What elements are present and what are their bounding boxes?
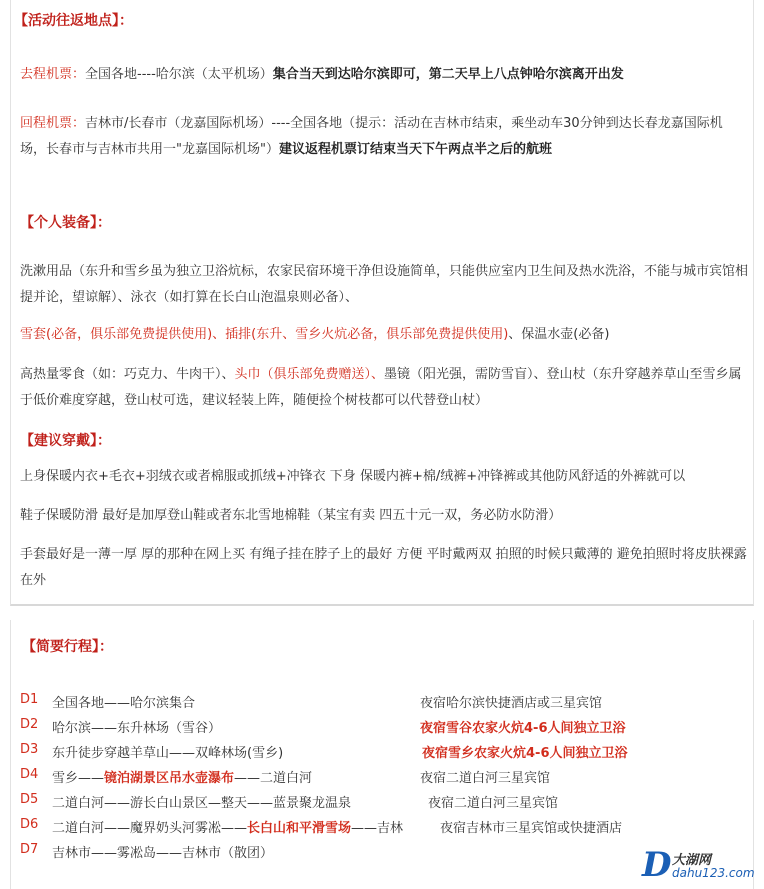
clothing-paragraph-2: 鞋子保暖防滑 最好是加厚登山鞋或者东北雪地棉鞋（某宝有卖 四五十元一双，务必防水防滑） [20,508,562,523]
itinerary-day-label: D5 [20,792,39,807]
itinerary-route-end: ——吉林 [351,821,404,836]
itinerary-route [52,792,351,811]
outbound-flight [20,62,748,88]
itinerary-hotel: 夜宿二道白河三星宾馆 [428,796,559,811]
itinerary-route-start: 东升徒步穿越羊草山——双峰林场(雪乡) [52,746,284,761]
itinerary-route [52,717,221,736]
heading-activity-location: 【活动往返地点】： [14,13,133,29]
logo-letter: D [642,845,672,885]
itinerary-route-highlight: 镜泊湖景区吊水壶瀑布 [104,771,235,786]
itinerary-day-label: D4 [20,767,39,782]
logo-site-name: 大湖网 [672,853,712,868]
itinerary-route [52,692,195,711]
itinerary-row [20,717,750,739]
outbound-label: 去程机票： [20,67,86,82]
gear-paragraph-2 [20,322,748,348]
itinerary-route-start: 吉林市——雾凇岛——吉林市（散团） [52,846,274,861]
logo-url: dahu123.com [672,866,755,880]
outbound-bold: 集合当天到达哈尔滨即可，第二天早上八点钟哈尔滨离开出发 [272,67,624,82]
gear-snacks: 高热量零食（如：巧克力、牛肉干）、 [20,367,235,382]
itinerary-route-start: 二道白河——游长白山景区—整天——蓝景聚龙温泉 [52,796,352,811]
itinerary-hotel: 夜宿哈尔滨快捷酒店或三星宾馆 [420,696,603,711]
itinerary-day-label: D1 [20,692,39,707]
gear-paragraph-3 [20,362,748,414]
return-text: 吉林市/长春市（龙嘉国际机场）----全国各地（提示：活动在吉林市结束，乘坐动车30分钟到达长春龙嘉国际机场，长春市与吉林市共用一"龙嘉国际机场"） [20,116,723,157]
itinerary-route-highlight: 长白山和平滑雪场 [247,821,352,836]
itinerary-day-label: D7 [20,842,39,857]
itinerary-route-start: 雪乡—— [52,771,105,786]
itinerary-day-label: D3 [20,742,39,757]
gear-headscarf: 头巾（俱乐部免费赠送）、 [234,367,385,382]
itinerary-hotel: 夜宿二道白河三星宾馆 [420,771,551,786]
itinerary-hotel: 夜宿雪谷农家火炕4-6人间独立卫浴 [420,721,626,736]
heading-itinerary: 【简要行程】： [22,639,113,655]
outbound-text: 全国各地----哈尔滨（太平机场） [85,67,273,82]
heading-clothing: 【建议穿戴】： [20,433,111,449]
itinerary-row [20,742,750,764]
itinerary-day-label: D2 [20,717,39,732]
clothing-paragraph-1: 上身保暖内衣+毛衣+羽绒衣或者棉服或抓绒+冲锋衣 下身 保暖内裤+棉/绒裤+冲锋裤或其他防风舒适的外裤就可以 [20,469,686,484]
itinerary-route-start: 哈尔滨——东升林场（雪谷） [52,721,222,736]
itinerary-route [52,767,312,786]
clothing-paragraph-3: 手套最好是一薄一厚 厚的那种在网上买 有绳子挂在脖子上的最好 方便 平时戴两双 拍照的时候只戴薄的 避免拍照时将皮肤裸露在外 [20,547,747,588]
itinerary-hotel: 夜宿吉林市三星宾馆或快捷酒店 [440,821,623,836]
itinerary-route-end: ——二道白河 [234,771,313,786]
itinerary-route [52,817,403,836]
itinerary-day-label: D6 [20,817,39,832]
itinerary-route-start: 二道白河——魔界奶头河雾凇—— [52,821,248,836]
return-bold: 建议返程机票订结束当天下午两点半之后的航班 [278,142,552,157]
gear-free-items: 雪套(必备，俱乐部免费提供使用)、插排(东升、雪乡火炕必备，俱乐部免费提供使用) [20,327,509,342]
heading-gear: 【个人装备】： [20,215,111,231]
site-watermark-logo [642,845,755,885]
gear-paragraph-1: 洗漱用品（东升和雪乡虽为独立卫浴炕标，农家民宿环境干净但设施简单，只能供应室内卫生间及热水洗浴，不能与城市宾馆相提并论，望谅解）、泳衣（如打算在长白山泡温泉则必备）、 [20,264,749,305]
itinerary-row [20,817,750,839]
return-label: 回程机票： [20,116,86,131]
itinerary-row [20,792,750,814]
itinerary-row [20,842,750,864]
itinerary-row [20,692,750,714]
itinerary-hotel: 夜宿雪乡农家火炕4-6人间独立卫浴 [422,746,628,761]
itinerary-route [52,742,283,761]
return-flight [20,111,748,163]
gear-kettle: 、保温水壶(必备) [508,327,610,342]
itinerary-row [20,767,750,789]
gear-sunglasses-poles: 墨镜（阳光强，需防雪盲）、登山杖（东升穿越养草山至雪乡属于低价难度穿越，登山杖可选，建议轻装上阵，随便捡个树枝都可以代替登山杖） [20,367,742,408]
itinerary-route-start: 全国各地——哈尔滨集合 [52,696,196,711]
itinerary-route [52,842,273,861]
